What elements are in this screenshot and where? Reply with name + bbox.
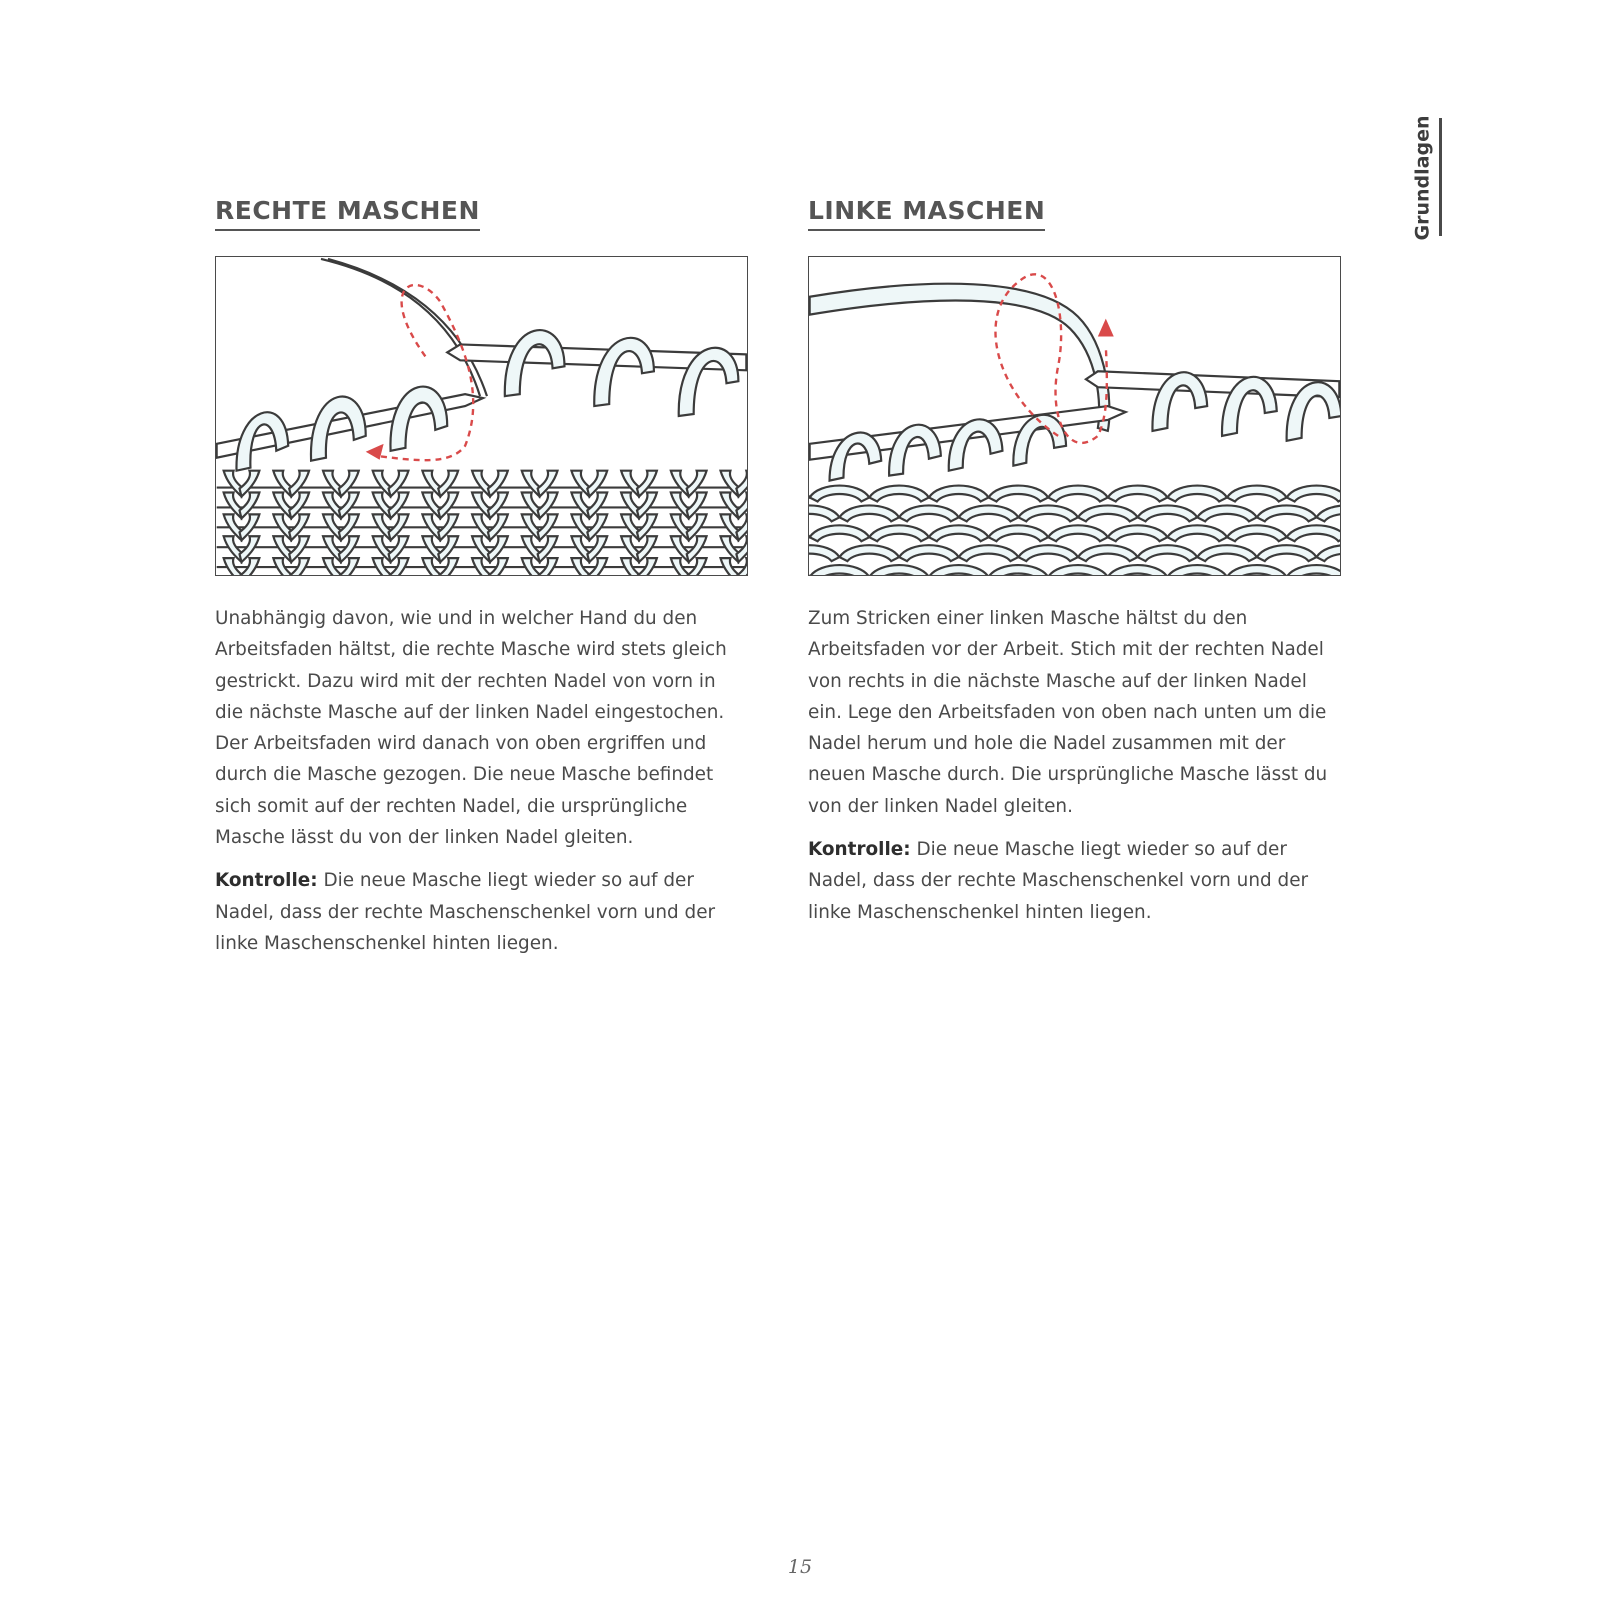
purl-bump	[839, 545, 899, 561]
purl-bump	[959, 545, 1019, 561]
purl-bump	[869, 525, 929, 541]
loops-on-right-needle	[505, 330, 739, 416]
purl-bump	[809, 565, 810, 575]
stitch-columns	[224, 471, 747, 575]
section-paragraph: Unabhängig davon, wie und in welcher Hand du den Arbeitsfaden hältst, die rechte Masche wird stets gleich gestrickt. Dazu wird mit der rechten Nadel von vorn in die nächste Masche auf der linken Nadel eingestochen. Der Arbeitsfaden wird danach von oben ergriffen und durch die Masche gezogen. Die neue Masche befindet sich somit auf der rechten Nadel, die ursprüngliche Masche lässt du von der linken Nadel gleiten.	[215, 608, 727, 849]
purl-bump	[869, 565, 929, 575]
control-note	[808, 834, 1338, 928]
purl-bump	[810, 525, 870, 541]
purl-bump	[1227, 486, 1287, 502]
purl-bump	[899, 545, 959, 561]
purl-bump	[1257, 545, 1317, 561]
section-knit-stitch	[215, 196, 755, 959]
purl-bump	[810, 486, 870, 502]
loops-on-left-needle	[830, 415, 1067, 481]
purl-bump	[1227, 525, 1287, 541]
control-note	[215, 865, 745, 959]
working-yarn	[321, 259, 480, 396]
section-heading: RECHTE MASCHEN	[215, 196, 480, 231]
purl-bump	[869, 486, 929, 502]
purl-bump	[1316, 545, 1340, 561]
section-purl-stitch	[808, 196, 1348, 928]
purl-bump	[1048, 486, 1108, 502]
purl-bump	[1108, 486, 1168, 502]
direction-arrow	[1098, 319, 1114, 337]
purl-bump	[1167, 525, 1227, 541]
side-tab	[1400, 115, 1444, 241]
purl-bump	[1018, 505, 1078, 521]
purl-bump	[989, 565, 1049, 575]
purl-bump	[809, 505, 839, 521]
purl-bump	[809, 486, 810, 502]
purl-bump	[1108, 525, 1168, 541]
purl-bump	[1316, 505, 1340, 521]
purl-bump	[959, 505, 1019, 521]
control-note-text: Die neue Masche liegt wieder so auf der Nadel, dass der rechte Maschenschenkel vorn und der linke Maschenschenkel hinten liegen.	[808, 839, 1309, 923]
purl-bump	[1078, 545, 1138, 561]
control-note-label: Kontrolle:	[215, 870, 318, 892]
working-yarn	[810, 284, 1110, 431]
purl-bump	[1167, 565, 1227, 575]
purl-bump	[1287, 565, 1340, 575]
purl-bump	[899, 505, 959, 521]
section-paragraph: Zum Stricken einer linken Masche hältst du den Arbeitsfaden vor der Arbeit. Stich mit der rechten Nadel von rechts in die nächste Masche auf der linken Nadel ein. Lege den Arbeitsfaden von oben nach unten um die Nadel herum und hole die Nadel zusammen mit der neuen Masche durch. Die ursprüngliche Masche lässt du von der linken Nadel gleiten.	[808, 608, 1328, 817]
purl-bump	[1287, 486, 1340, 502]
purl-bump	[1227, 565, 1287, 575]
purl-bump	[929, 486, 989, 502]
purl-bump	[1078, 505, 1138, 521]
purl-bumps	[809, 486, 1340, 575]
purl-bump	[810, 565, 870, 575]
purl-bump	[989, 525, 1049, 541]
purl-bump	[1138, 505, 1198, 521]
purl-bump	[1048, 525, 1108, 541]
side-tab-label: Grundlagen	[1411, 115, 1433, 241]
purl-bump	[809, 525, 810, 541]
purl-bump	[1108, 565, 1168, 575]
purl-bump	[1167, 486, 1227, 502]
page-number: 15	[787, 1556, 813, 1578]
loops-on-right-needle	[1152, 372, 1340, 441]
purl-stitch-illustration	[808, 256, 1341, 576]
purl-bump	[1138, 545, 1198, 561]
section-heading: LINKE MASCHEN	[808, 196, 1045, 231]
purl-bump	[989, 486, 1049, 502]
purl-bump	[1048, 565, 1108, 575]
purl-bump	[1287, 525, 1340, 541]
knit-stitch-diagram	[216, 257, 747, 575]
purl-bump	[809, 545, 839, 561]
purl-bump	[1257, 505, 1317, 521]
knit-stitch-illustration	[215, 256, 748, 576]
purl-bump	[1018, 545, 1078, 561]
purl-bump	[1197, 545, 1257, 561]
purl-bump	[1197, 505, 1257, 521]
purl-bump	[839, 505, 899, 521]
control-note-text: Die neue Masche liegt wieder so auf der Nadel, dass der rechte Maschenschenkel vorn und der linke Maschenschenkel hinten liegen.	[215, 870, 716, 954]
purl-stitch-diagram	[809, 257, 1340, 575]
purl-bump	[929, 565, 989, 575]
purl-bump	[929, 525, 989, 541]
control-note-label: Kontrolle:	[808, 839, 911, 861]
